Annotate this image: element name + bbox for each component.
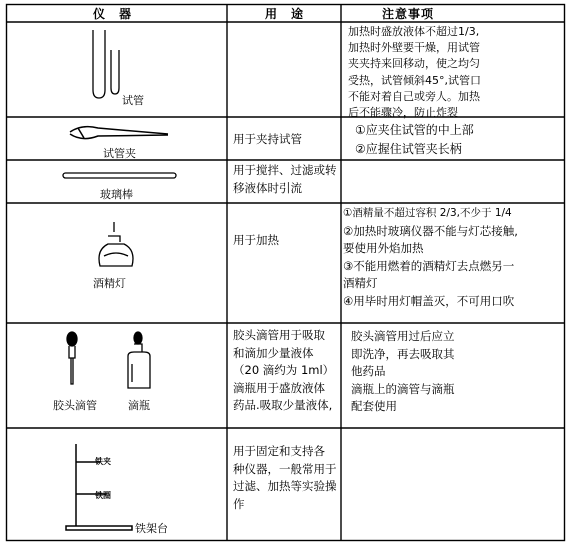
tube-clamp-drawing (68, 122, 173, 146)
usage-line: 过滤、加热等实验操 (233, 479, 337, 493)
header-notes: 注意事项 (382, 7, 435, 21)
note-line: ①酒精量不超过容积 2/3,不少于 1/4 (343, 207, 512, 219)
note-line: 要使用外焰加热 (343, 241, 424, 255)
test-tube-notes (348, 24, 481, 121)
dropper-label: 胶头滴管 (53, 399, 97, 412)
note-line: ②加热时玻璃仪器不能与灯芯接触, (343, 223, 518, 238)
note-line: ②应握住试管夹长柄 (355, 142, 462, 156)
note-line: 胶头滴管用过后应立 (351, 329, 455, 343)
glass-rod-usage (233, 162, 337, 197)
usage-line: 作 (233, 496, 245, 511)
note-line: ④用毕时用灯帽盖灭，不可用口吹 (343, 293, 515, 308)
iron-stand-usage (233, 443, 337, 513)
dropper-bottle-drawing (58, 330, 168, 392)
usage-line: 用于固定和支持各 (233, 444, 325, 458)
usage-line: （20 滴约为 1ml） (233, 363, 335, 377)
note-line: 后不能骤冷，防止炸裂 (348, 106, 458, 120)
iron-ring-label: 铁圈 (95, 491, 111, 500)
usage-line: 滴瓶用于盛放液体 (233, 380, 325, 395)
alcohol-lamp-notes (343, 205, 518, 310)
header-instrument: 仪 器 (93, 7, 133, 21)
iron-clamp-label: 铁夹 (95, 457, 111, 466)
note-line: 他药品 (351, 364, 386, 378)
note-line: 加热时盛放液体不超过1/3, (348, 25, 480, 38)
note-line: ①应夹住试管的中上部 (355, 123, 474, 137)
note-line: 滴瓶上的滴管与滴瓶 (351, 381, 455, 396)
note-line: ③不能用燃着的酒精灯去点燃另一 (343, 258, 515, 273)
alcohol-lamp-label: 酒精灯 (93, 277, 126, 290)
iron-stand-label: 铁架台 (135, 522, 168, 535)
alcohol-lamp-drawing (94, 220, 138, 270)
note-line: 配套使用 (351, 399, 397, 413)
glass-rod-drawing (62, 171, 178, 181)
usage-line: 胶头滴管用于吸取 (233, 328, 325, 342)
tube-clamp-usage: 用于夹持试管 (233, 132, 302, 146)
test-tube-label: 试管 (122, 94, 144, 107)
note-line: 即洗净，再去吸取其 (351, 346, 455, 361)
usage-line: 移液体时引流 (233, 180, 302, 195)
note-line: 酒精灯 (343, 276, 378, 290)
usage-line: 种仪器，一般常用于 (233, 461, 337, 476)
header-usage: 用 途 (265, 7, 305, 21)
alcohol-lamp-usage: 用于加热 (233, 233, 279, 247)
glass-rod-label: 玻璃棒 (100, 188, 133, 201)
dropper-usage (233, 327, 334, 415)
note-line: 不能对着自己或旁人。加热 (348, 89, 480, 103)
tube-clamp-notes (355, 121, 474, 159)
usage-line: 和滴加少量液体 (233, 345, 314, 360)
tube-clamp-label: 试管夹 (103, 147, 136, 160)
note-line: 夹夹持来回移动，使之均匀 (348, 57, 480, 71)
dropping-bottle-label: 滴瓶 (128, 399, 150, 412)
note-line: 加热时外壁要干燥，用试管 (348, 41, 480, 55)
usage-line: 用于搅拌、过滤或转 (233, 163, 337, 177)
dropper-notes (351, 328, 455, 416)
usage-line: 药品.吸取少量液体, (233, 398, 333, 412)
note-line: 受热，试管倾斜45°,试管口 (348, 73, 481, 87)
